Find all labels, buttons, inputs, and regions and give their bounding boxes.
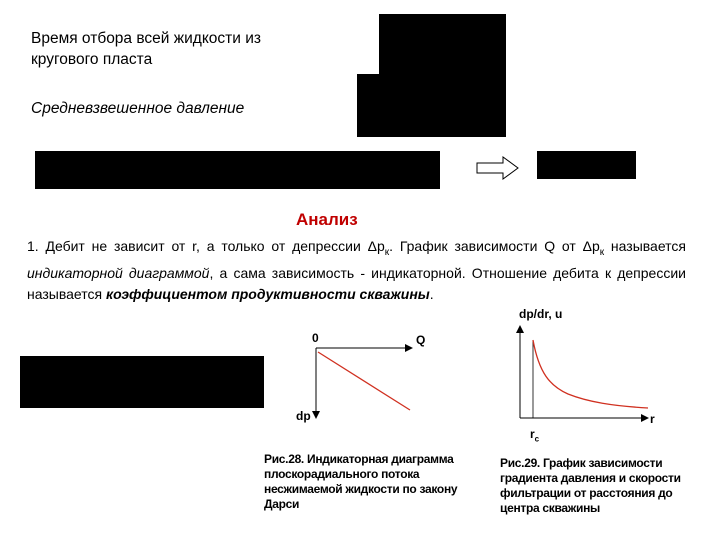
paragraph-text-1: 1. Дебит не зависит от r, а только от депрессии	[27, 238, 368, 254]
heading-line-1: Время отбора всей жидкости из	[31, 30, 261, 47]
right-arrow-icon	[476, 156, 520, 180]
subheading: Средневзвешенное давление	[31, 100, 245, 117]
delta-p-1-sub: к	[384, 246, 390, 258]
figure-28-caption: Рис.28. Индикаторная диаграмма плоскорадиального потока несжимаемой жидкости по закону Дарси	[264, 452, 458, 511]
formula-block-4	[537, 151, 636, 179]
fig29-rc-label	[530, 427, 539, 443]
fig28-indicator-line	[318, 352, 410, 410]
paragraph-text-4: , а сама зависимость - индикаторной. Отношение дебита к депрессии называется	[27, 265, 686, 302]
figure-28-axes	[300, 340, 420, 425]
paragraph-text-3: называется	[604, 238, 686, 254]
fig29-tick-label: r	[530, 427, 535, 441]
fig29-tick-sub: c	[534, 434, 540, 444]
figure-29-caption: Рис.29. График зависимости градиента давления и скорости фильтрации от расстояния до центра скважины	[500, 456, 681, 515]
fig28-origin-label: 0	[312, 331, 319, 345]
fig28-x-label: Q	[416, 333, 426, 347]
formula-block-1	[379, 14, 506, 78]
formula-block-5	[20, 356, 264, 408]
section-title: Анализ	[296, 210, 358, 229]
delta-p-2-sub: к	[599, 246, 605, 258]
formula-block-3	[35, 151, 440, 189]
figure-29-axes	[508, 318, 658, 438]
delta-p-2: Δp	[582, 238, 600, 254]
term-productivity-coefficient: коэффициентом продуктивности скважины	[105, 285, 430, 302]
paragraph-text-2: . График зависимости Q от	[389, 238, 583, 254]
formula-block-2	[357, 74, 506, 137]
fig29-y-label: dp/dr, u	[519, 307, 563, 321]
term-indicator-diagram: индикаторной диаграммой	[27, 265, 210, 282]
fig29-curve	[533, 340, 648, 408]
paragraph-text-5: .	[429, 285, 434, 302]
delta-p-1: Δp	[367, 238, 385, 254]
heading-line-2: кругового пласта	[31, 51, 153, 68]
fig29-x-label: r	[650, 412, 655, 426]
analysis-paragraph	[27, 236, 686, 304]
fig28-y-label: dp	[296, 409, 311, 423]
